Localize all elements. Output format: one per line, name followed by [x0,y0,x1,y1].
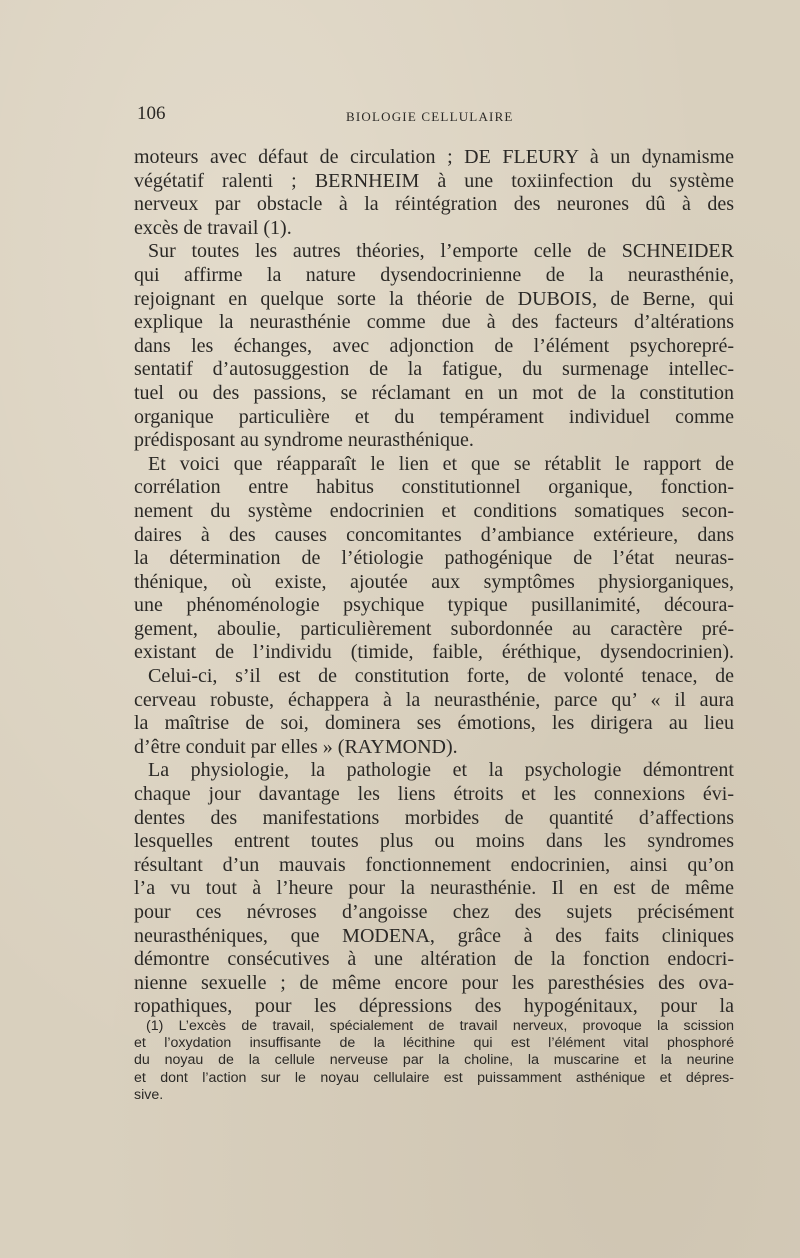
text-line: prédisposant au syndrome neurasthénique. [134,429,474,452]
text-line: tuel ou des passions, se réclamant en un mot de la constitution [134,381,734,404]
text-line: nement du système endocrinien et conditions somatiques secon- [134,499,734,522]
text-line: nerveux par obstacle à la réintégration des neurones dû à des [134,193,734,216]
text-line: ropathiques, pour les dépressions des hypogénitaux, pour la [134,995,734,1018]
text-line: explique la neurasthénie comme due à des facteurs d’altérations [134,311,734,334]
text-line: cerveau robuste, échappera à la neurasthénie, parce qu’ « il aura [134,688,734,711]
text-line: d’être conduit par elles » (RAYMOND). [134,735,458,758]
text-line: la détermination de l’étiologie pathogénique de l’état neuras- [134,547,734,570]
text-line: la maîtrise de soi, dominera ses émotions, les dirigera au lieu [134,712,734,735]
text-line: Celui-ci, s’il est de constitution forte, de volonté tenace, de [148,665,734,688]
text-line: une phénoménologie psychique typique pusillanimité, découra- [134,594,734,617]
text-line: l’a vu tout à l’heure pour la neurasthénie. Il en est de même [134,877,734,900]
footnote-line: et dont l’action sur le noyau cellulaire est puissamment asthénique et dépres- [134,1069,734,1086]
text-line: végétatif ralenti ; BERNHEIM à une toxiinfection du système [134,169,734,192]
text-line: dans les échanges, avec adjonction de l’élément psychorepré- [134,334,734,357]
text-line: rejoignant en quelque sorte la théorie de DUBOIS, de Berne, qui [134,287,734,310]
text-line: démontre consécutives à une altération de la fonction endocri- [134,948,734,971]
text-line: excès de travail (1). [134,216,292,239]
text-line: sentatif d’autosuggestion de la fatigue, du surmenage intellec- [134,358,734,381]
text-line: existant de l’individu (timide, faible, éréthique, dysendocrinien). [134,641,734,664]
footnote-line: sive. [134,1086,164,1103]
text-line: neurasthéniques, que MODENA, grâce à des faits cliniques [134,924,734,947]
text-line: Et voici que réapparaît le lien et que se rétablit le rapport de [148,452,734,475]
text-line: chaque jour davantage les liens étroits et les connexions évi- [134,783,734,806]
page-number: 106 [137,103,166,124]
footnote-line: et l’oxydation insuffisante de la lécithine qui est l’élément vital phosphoré [134,1035,734,1052]
page-header [137,103,733,129]
text-line: thénique, où existe, ajoutée aux symptômes physiorganiques, [134,570,734,593]
text-line: organique particulière et du tempérament individuel comme [134,405,734,428]
body-text [134,146,734,1019]
text-line: dentes des manifestations morbides de quantité d’affections [134,806,734,829]
running-title: BIOLOGIE CELLULAIRE [346,109,514,124]
text-line: qui affirme la nature dysendocrinienne de la neurasthénie, [134,263,734,286]
text-line: pour ces névroses d’angoisse chez des sujets précisément [134,901,734,923]
text-line: Sur toutes les autres théories, l’emporte celle de SCHNEIDER [148,240,734,263]
text-line: corrélation entre habitus constitutionnel organique, fonction- [134,476,734,499]
text-line: lesquelles entrent toutes plus ou moins dans les syndromes [134,830,734,853]
text-line: La physiologie, la pathologie et la psychologie démontrent [148,759,734,782]
text-line: gement, aboulie, particulièrement subordonnée au caractère pré- [134,617,734,640]
text-line: moteurs avec défaut de circulation ; DE FLEURY à un dynamisme [134,146,734,168]
text-line: résultant d’un mauvais fonctionnement endocrinien, ainsi qu’on [134,853,734,876]
text-line: daires à des causes concomitantes d’ambiance extérieure, dans [134,523,734,546]
footnote-line: du noyau de la cellule nerveuse par la choline, la muscarine et la neurine [134,1052,734,1069]
footnote-line: (1) L’excès de travail, spécialement de travail nerveux, provoque la scission [146,1018,734,1034]
footnote [134,1018,734,1104]
text-line: nienne sexuelle ; de même encore pour les paresthésies des ova- [134,971,734,994]
